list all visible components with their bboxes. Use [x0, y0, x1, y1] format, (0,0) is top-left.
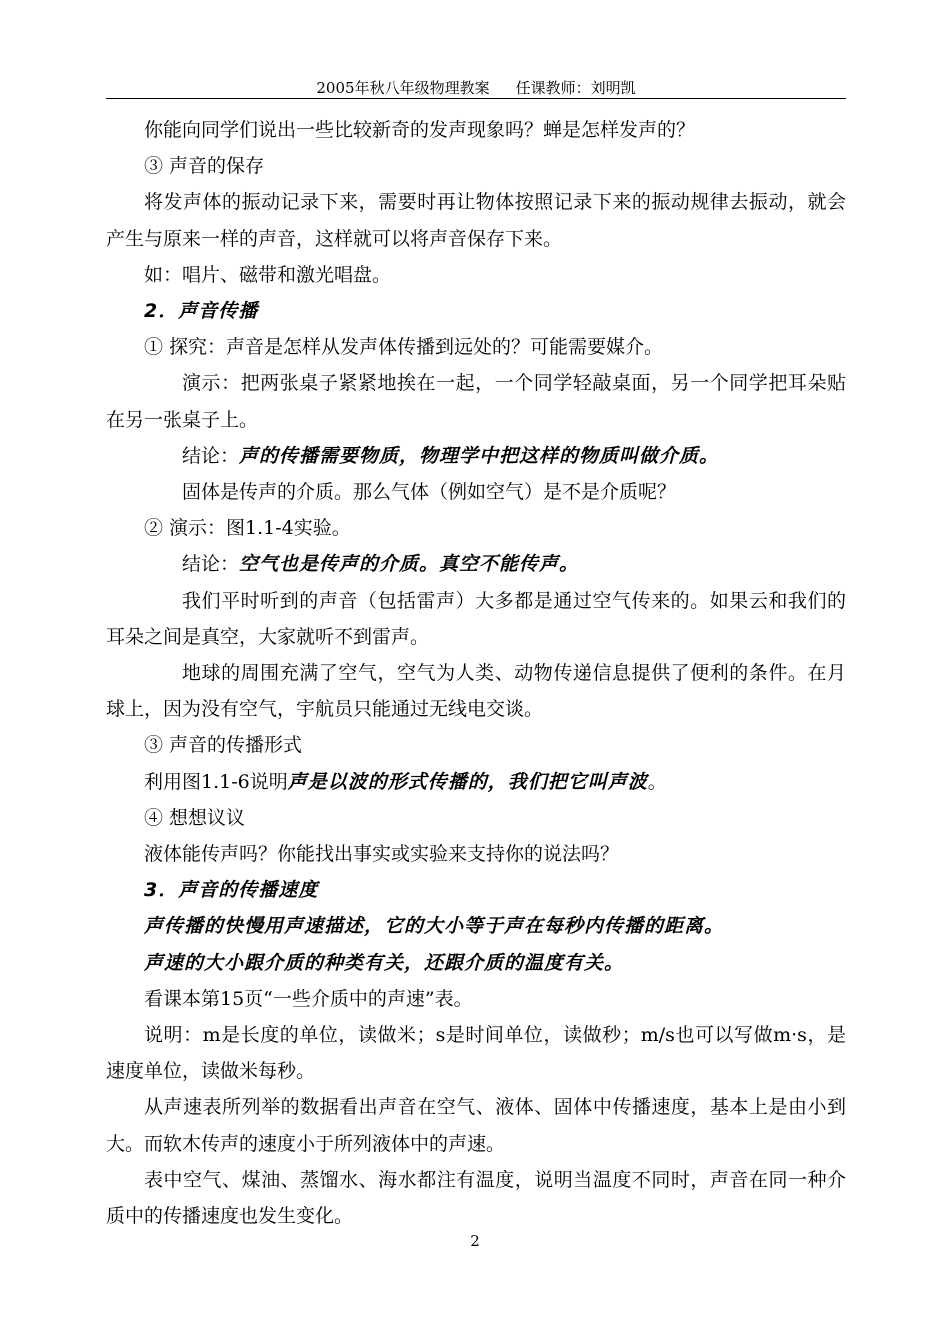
paragraph-text: 我们平时听到的声音（包括雷声）大多都是通过空气传来的。如果云和我们的耳朵之间是真空，大家就听不到雷声。 — [106, 589, 846, 648]
paragraph-text: 。 — [647, 770, 667, 793]
emphasis-text: 空气也是传声的介质。真空不能传声。 — [239, 553, 580, 576]
paragraph — [106, 293, 846, 329]
paragraph — [106, 908, 846, 944]
page-number: 2 — [470, 1232, 480, 1250]
paragraph — [106, 764, 846, 800]
paragraph — [106, 727, 846, 763]
emphasis-text: 声传播的快慢用声速描述，它的大小等于声在每秒内传播的距离。 — [144, 915, 725, 938]
paragraph-text: ① 探究：声音是怎样从发声体传播到远处的？可能需要媒介。 — [144, 336, 664, 359]
paragraph — [106, 583, 846, 655]
paragraph — [106, 510, 846, 546]
paragraph-text: 结论： — [182, 444, 240, 467]
paragraph-text: 液体能传声吗？你能找出事实或实验来支持你的说法吗？ — [144, 843, 620, 866]
paragraph — [106, 800, 846, 836]
paragraph-text: ③ 声音的传播形式 — [144, 734, 303, 757]
paragraph-text: 利用图1.1-6说明 — [144, 770, 288, 793]
paragraph — [106, 184, 846, 256]
paragraph — [106, 438, 846, 474]
emphasis-text: 2．声音传播 — [144, 300, 259, 323]
paragraph-text: 你能向同学们说出一些比较新奇的发声现象吗？蝉是怎样发声的？ — [144, 119, 696, 141]
emphasis-text: 声速的大小跟介质的种类有关，还跟介质的温度有关。 — [144, 951, 625, 974]
paragraph-text: 看课本第15页“一些介质中的声速”表。 — [144, 987, 473, 1010]
paragraph-text: 从声速表所列举的数据看出声音在空气、液体、固体中传播速度，基本上是由小到大。而软木传声的速度小于所列液体中的声速。 — [106, 1096, 846, 1155]
paragraph — [106, 1017, 846, 1089]
header-course-title: 2005年秋八年级物理教案 — [316, 79, 490, 97]
paragraph-text: 结论： — [182, 553, 240, 576]
paragraph — [106, 474, 846, 510]
paragraph-text: 如：唱片、磁带和激光唱盘。 — [144, 263, 392, 286]
paragraph-text: 表中空气、煤油、蒸馏水、海水都注有温度，说明当温度不同时，声音在同一种介质中的传播速度也发生变化。 — [106, 1168, 846, 1228]
emphasis-text: 声是以波的形式传播的，我们把它叫声波 — [287, 770, 648, 793]
paragraph-text: ④ 想想议议 — [144, 806, 246, 829]
paragraph — [106, 257, 846, 293]
paragraph — [106, 112, 846, 148]
emphasis-text: 3．声音的传播速度 — [144, 879, 319, 902]
header-teacher: 任课教师：刘明凯 — [515, 79, 636, 97]
emphasis-text: 声的传播需要物质，物理学中把这样的物质叫做介质。 — [239, 444, 720, 467]
header-rule — [106, 98, 846, 99]
paragraph-text: 说明：m是长度的单位，读做米；s是时间单位，读做秒；m/s也可以写做m·s，是速度单位，读做米每秒。 — [106, 1024, 846, 1083]
paragraph — [106, 872, 846, 908]
paragraph — [106, 365, 846, 437]
paragraph — [106, 1089, 846, 1161]
paragraph — [106, 546, 846, 582]
paragraph — [106, 836, 846, 872]
paragraph-text: 演示：把两张桌子紧紧地挨在一起，一个同学轻敲桌面，另一个同学把耳朵贴在另一张桌子上。 — [106, 372, 846, 431]
paragraph — [106, 148, 846, 184]
paragraph — [106, 981, 846, 1017]
paragraph-text: ② 演示：图1.1-4实验。 — [144, 517, 351, 540]
document-body — [106, 112, 846, 1234]
paragraph — [106, 945, 846, 981]
paragraph — [106, 329, 846, 365]
paragraph-text: 固体是传声的介质。那么气体（例如空气）是不是介质呢？ — [182, 481, 677, 504]
paragraph-text: 将发声体的振动记录下来，需要时再让物体按照记录下来的振动规律去振动，就会产生与原来一样的声音，这样就可以将声音保存下来。 — [106, 191, 846, 250]
paragraph — [106, 655, 846, 727]
paragraph-text: ③ 声音的保存 — [144, 155, 265, 178]
page-header — [106, 78, 846, 98]
paragraph — [106, 1162, 846, 1234]
paragraph-text: 地球的周围充满了空气，空气为人类、动物传递信息提供了便利的条件。在月球上，因为没有空气，宇航员只能通过无线电交谈。 — [106, 662, 846, 721]
